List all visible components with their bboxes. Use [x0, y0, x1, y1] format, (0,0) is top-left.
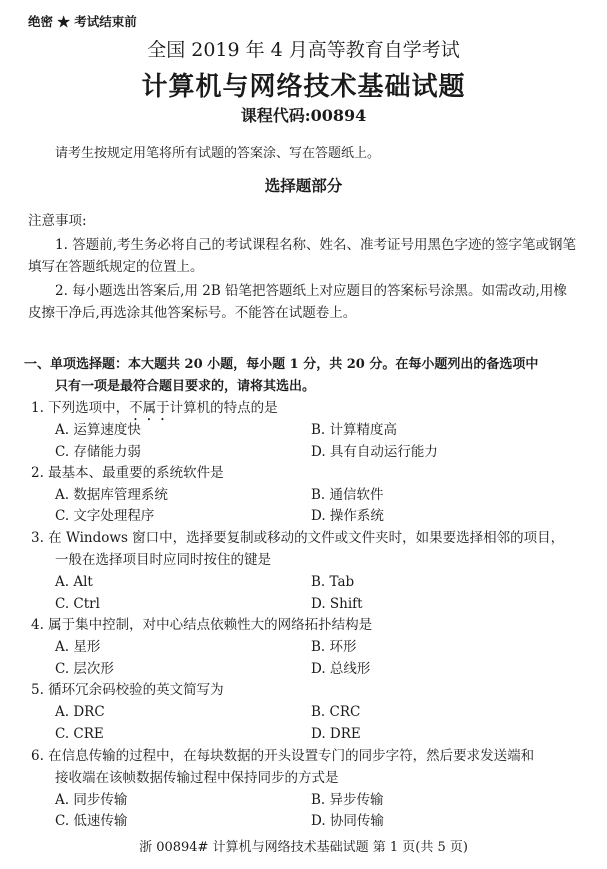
option-d: D. 操作系统: [311, 508, 384, 524]
confidential-label: 绝密 ★ 考试结束前: [28, 14, 137, 29]
option-a: A. 星形: [55, 639, 101, 655]
stem-emphasis: 不属于: [129, 400, 170, 416]
notes-heading: 注意事项:: [28, 213, 87, 229]
option-c: C. Ctrl: [55, 596, 100, 612]
question-stem: 2. 最基本、最重要的系统软件是: [31, 465, 224, 481]
option-a: A. 数据库管理系统: [55, 487, 168, 503]
option-d: D. Shift: [311, 596, 363, 612]
option-b: B. Tab: [311, 574, 355, 590]
option-c: C. 低速传输: [55, 813, 128, 829]
note-item: 皮擦干净后,再选涂其他答案标号。不能答在试题卷上。: [28, 305, 357, 321]
note-item: 填写在答题纸规定的位置上。: [28, 259, 204, 275]
option-b: B. 环形: [311, 639, 357, 655]
option-b: B. 通信软件: [311, 487, 384, 503]
question-stem: 3. 在 Windows 窗口中，选择要复制或移动的文件或文件夹时，如果要选择相邻的项目，: [31, 530, 565, 546]
part-title: 选择题部分: [264, 176, 343, 195]
option-b: B. CRC: [311, 704, 361, 720]
stem-text: 1. 下列选项中，: [31, 400, 130, 416]
option-b: B. 计算精度高: [311, 422, 398, 438]
option-d: D. 具有自动运行能力: [311, 444, 438, 460]
option-c: C. CRE: [55, 726, 104, 742]
course-code: 课程代码:00894: [240, 106, 367, 125]
option-c: C. 层次形: [55, 661, 114, 677]
option-d: D. DRE: [311, 726, 361, 742]
option-d: D. 协同传输: [311, 813, 384, 829]
question-stem: 6. 在信息传输的过程中，在每块数据的开头设置专门的同步字符，然后要求发送端和: [31, 748, 535, 764]
option-a: A. 运算速度快: [55, 422, 141, 438]
option-c: C. 存储能力弱: [55, 444, 141, 460]
option-d: D. 总线形: [311, 661, 371, 677]
option-a: A. DRC: [55, 704, 105, 720]
section-heading-line: 只有一项是最符合题目要求的，请将其选出。: [55, 379, 316, 394]
question-stem: 4. 属于集中控制，对中心结点依赖性大的网络拓扑结构是: [31, 617, 373, 633]
note-item: 2. 每小题选出答案后,用 2B 铅笔把答题纸上对应题目的答案标号涂黑。如需改动,用橡: [55, 283, 567, 299]
question-stem-cont: 接收端在该帧数据传输过程中保持同步的方式是: [55, 770, 339, 786]
option-c: C. 文字处理程序: [55, 508, 155, 524]
exam-title: 全国 2019 年 4 月高等教育自学考试: [147, 39, 460, 61]
option-a: A. 同步传输: [55, 792, 128, 808]
instruction: 请考生按规定用笔将所有试题的答案涂、写在答题纸上。: [55, 146, 381, 161]
option-b: B. 异步传输: [311, 792, 384, 808]
question-stem-cont: 一般在选择项目时应同时按住的键是: [55, 552, 271, 568]
stem-text: 计算机的特点的是: [169, 400, 278, 416]
question-stem: 5. 循环冗余码校验的英文简写为: [31, 682, 224, 698]
section-heading-line: 一、单项选择题：本大题共 20 小题，每小题 1 分，共 20 分。在每小题列出的备选项中: [24, 357, 539, 372]
option-a: A. Alt: [55, 574, 93, 590]
page-footer: 浙 00894# 计算机与网络技术基础试题 第 1 页(共 5 页): [139, 840, 468, 855]
paper-title: 计算机与网络技术基础试题: [141, 72, 466, 102]
note-item: 1. 答题前,考生务必将自己的考试课程名称、姓名、准考证号用黑色字迹的签字笔或钢笔: [55, 237, 576, 253]
